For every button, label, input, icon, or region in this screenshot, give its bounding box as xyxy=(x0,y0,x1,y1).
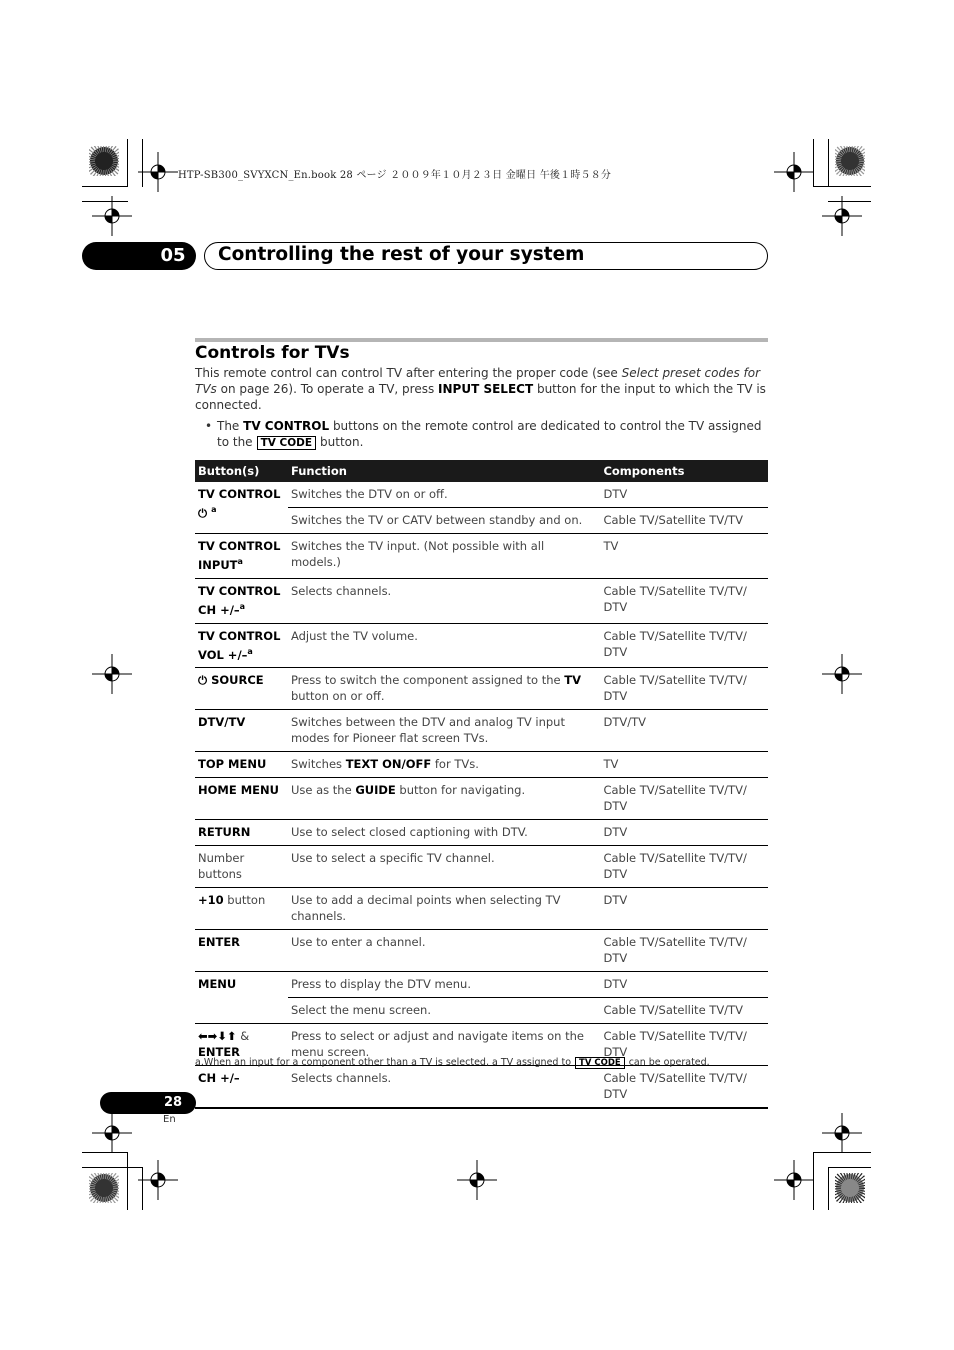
components-cell: Cable TV/Satellite TV/TV/ DTV xyxy=(600,1066,768,1109)
function-cell: Switches between the DTV and analog TV input modes for Pioneer flat screen TVs. xyxy=(288,710,601,752)
intro-key: INPUT SELECT xyxy=(438,382,534,396)
button-cell: ENTER xyxy=(195,930,288,972)
components-cell: DTV xyxy=(600,972,768,998)
bullet-item: • The TV CONTROL buttons on the remote control are dedicated to control the TV assigned to the TV CODE button. xyxy=(205,419,762,449)
page-language: En xyxy=(163,1114,176,1125)
table-row xyxy=(195,972,768,998)
button-cell: TV CONTROL CH +/–$^a$ xyxy=(195,578,288,623)
components-cell: DTV xyxy=(600,482,768,508)
function-cell: Adjust the TV volume. xyxy=(288,623,601,668)
section-title: Controls for TVs xyxy=(195,343,350,363)
components-cell: Cable TV/Satellite TV/TV xyxy=(600,998,768,1024)
registration-crosshair-icon xyxy=(822,654,862,694)
table-row xyxy=(195,578,768,623)
registration-crosshair-icon xyxy=(774,152,814,192)
components-cell: Cable TV/Satellite TV/TV/ DTV xyxy=(600,930,768,972)
components-cell: TV xyxy=(600,534,768,579)
components-cell: DTV xyxy=(600,888,768,930)
components-cell: Cable TV/Satellite TV/TV xyxy=(600,508,768,534)
table-row xyxy=(195,888,768,930)
arrow-keys-icon: ⬅➡⬇⬆ xyxy=(198,1029,237,1044)
chapter-number: 05 xyxy=(160,245,186,266)
components-cell: DTV/TV xyxy=(600,710,768,752)
button-cell: DTV/TV xyxy=(195,710,288,752)
table-row xyxy=(195,623,768,668)
button-cell: TOP MENU xyxy=(195,752,288,778)
function-cell: Use to select a specific TV channel. xyxy=(288,846,601,888)
registration-sunburst-icon xyxy=(89,146,119,176)
function-cell: Selects channels. xyxy=(288,1066,601,1109)
column-header: Components xyxy=(600,460,768,482)
table-row xyxy=(195,846,768,888)
table-row xyxy=(195,752,768,778)
table-row xyxy=(195,778,768,820)
registration-crosshair-icon xyxy=(822,1113,862,1153)
button-cell: ⬅➡⬇⬆ & ENTER xyxy=(195,1024,288,1066)
print-file-info: HTP-SB300_SVYXCN_En.book 28 ページ ２００９年１０月２３日 金曜日 午後１時５８分 xyxy=(178,170,612,181)
function-cell: Use as the GUIDE button for navigating. xyxy=(288,778,601,820)
intro-paragraph: This remote control can control TV after entering the proper code (see Select preset codes for TVs on page 26). To operate a TV, press INPUT SELECT button for the input to which the TV is connected. xyxy=(195,366,766,412)
intro-reference: Select preset codes for TVs xyxy=(195,366,761,396)
section-rule xyxy=(195,338,768,342)
button-cell: TV CONTROL ⏻ $^a$ xyxy=(195,482,288,534)
table-row xyxy=(195,820,768,846)
components-cell: Cable TV/Satellite TV/TV/ DTV xyxy=(600,668,768,710)
registration-sunburst-icon xyxy=(89,1173,119,1203)
registration-crosshair-icon xyxy=(92,196,132,236)
table-header-row xyxy=(195,460,768,482)
function-cell: Switches the TV input. (Not possible with all models.) xyxy=(288,534,601,579)
registration-crosshair-icon xyxy=(138,152,178,192)
button-cell: ⏻ SOURCE xyxy=(195,668,288,710)
components-cell: Cable TV/Satellite TV/TV/ DTV xyxy=(600,623,768,668)
function-cell: Use to select closed captioning with DTV. xyxy=(288,820,601,846)
function-cell: Selects channels. xyxy=(288,578,601,623)
registration-crosshair-icon xyxy=(92,654,132,694)
registration-crosshair-icon xyxy=(138,1160,178,1200)
components-cell: Cable TV/Satellite TV/TV/ DTV xyxy=(600,1024,768,1066)
tv-code-keycap: TV CODE xyxy=(257,436,316,450)
table-row xyxy=(195,930,768,972)
function-cell: Select the menu screen. xyxy=(288,998,601,1024)
function-cell: Press to switch the component assigned to the TV button on or off. xyxy=(288,668,601,710)
button-cell: TV CONTROL INPUT$^a$ xyxy=(195,534,288,579)
table-row xyxy=(195,482,768,508)
column-header: Function xyxy=(288,460,601,482)
function-cell: Switches TEXT ON/OFF for TVs. xyxy=(288,752,601,778)
button-cell: RETURN xyxy=(195,820,288,846)
function-cell: Press to display the DTV menu. xyxy=(288,972,601,998)
table-row xyxy=(195,534,768,579)
function-cell: Press to select or adjust and navigate items on the menu screen. xyxy=(288,1024,601,1066)
registration-crosshair-icon xyxy=(457,1160,497,1200)
registration-crosshair-icon xyxy=(774,1160,814,1200)
button-cell: TV CONTROL VOL +/–$^a$ xyxy=(195,623,288,668)
button-cell: Number buttons xyxy=(195,846,288,888)
components-cell: Cable TV/Satellite TV/TV/ DTV xyxy=(600,578,768,623)
registration-crosshair-icon xyxy=(822,196,862,236)
function-cell: Use to enter a channel. xyxy=(288,930,601,972)
function-cell: Switches the DTV on or off. xyxy=(288,482,601,508)
table-row xyxy=(195,1066,768,1109)
components-cell: Cable TV/Satellite TV/TV/ DTV xyxy=(600,778,768,820)
registration-sunburst-icon xyxy=(835,1173,865,1203)
table-row xyxy=(195,710,768,752)
registration-sunburst-icon xyxy=(835,146,865,176)
function-cell: Switches the TV or CATV between standby and on. xyxy=(288,508,601,534)
button-cell: CH +/– xyxy=(195,1066,288,1109)
button-cell: MENU xyxy=(195,972,288,1024)
components-cell: Cable TV/Satellite TV/TV/ DTV xyxy=(600,846,768,888)
tv-controls-table xyxy=(195,460,768,1109)
tv-code-keycap: TV CODE xyxy=(575,1057,625,1069)
bullet-dot: • xyxy=(205,419,213,433)
button-cell: HOME MENU xyxy=(195,778,288,820)
table-footnote: a.When an input for a component other than a TV is selected, a TV assigned to TV CODE can be operated. xyxy=(195,1057,710,1068)
components-cell: TV xyxy=(600,752,768,778)
page-number: 28 xyxy=(163,1095,183,1110)
table-row xyxy=(195,668,768,710)
button-cell: +10 button xyxy=(195,888,288,930)
function-cell: Use to add a decimal points when selecting TV channels. xyxy=(288,888,601,930)
components-cell: DTV xyxy=(600,820,768,846)
column-header: Button(s) xyxy=(195,460,288,482)
registration-crosshair-icon xyxy=(92,1113,132,1153)
chapter-title: Controlling the rest of your system xyxy=(218,244,585,265)
